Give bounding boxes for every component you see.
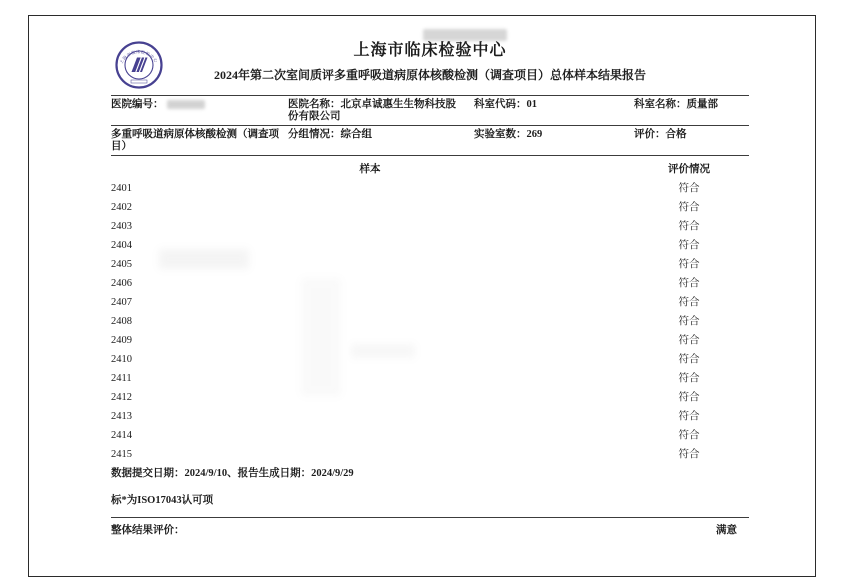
sample-id: 2415 xyxy=(111,449,132,460)
sample-id: 2402 xyxy=(111,202,132,213)
dept-code-value: 01 xyxy=(526,99,537,110)
sample-result: 符合 xyxy=(678,411,700,422)
table-row xyxy=(111,217,749,236)
sample-id: 2414 xyxy=(111,430,132,441)
report-page-frame xyxy=(28,15,816,577)
sample-id: 2410 xyxy=(111,354,132,365)
report-header xyxy=(111,16,749,95)
sample-table-header xyxy=(111,156,749,179)
lab-count-cell xyxy=(474,129,634,152)
redaction-smudge-table xyxy=(351,344,415,358)
sample-result: 符合 xyxy=(678,354,700,365)
sample-id: 2404 xyxy=(111,240,132,251)
redaction-smudge-hospital-id xyxy=(167,100,205,109)
lab-count-label: 实验室数： xyxy=(474,129,527,140)
sample-result: 符合 xyxy=(678,392,700,403)
sample-id: 2412 xyxy=(111,392,132,403)
sample-id: 2407 xyxy=(111,297,132,308)
sample-column-header: 样本 xyxy=(359,164,381,175)
redaction-smudge-table xyxy=(301,278,341,396)
overall-result-row xyxy=(111,518,749,544)
sample-id: 2401 xyxy=(111,183,132,194)
lab-count-value: 269 xyxy=(526,129,543,140)
submission-dates-line: 数据提交日期：2024/9/10、报告生成日期：2024/9/29 xyxy=(111,468,354,479)
table-row xyxy=(111,445,749,464)
sample-id: 2413 xyxy=(111,411,132,422)
table-row xyxy=(111,293,749,312)
dept-code-cell xyxy=(474,99,634,122)
hospital-name-label: 医院名称： xyxy=(288,99,341,110)
hospital-info-row xyxy=(111,96,749,125)
evaluation-value: 合格 xyxy=(665,129,687,140)
table-row xyxy=(111,388,749,407)
sample-id: 2408 xyxy=(111,316,132,327)
table-row xyxy=(111,369,749,388)
sample-result: 符合 xyxy=(678,202,700,213)
sample-id: 2405 xyxy=(111,259,132,270)
group-cell xyxy=(288,129,474,152)
sample-result: 符合 xyxy=(678,297,700,308)
sample-result: 符合 xyxy=(678,240,700,251)
sample-id: 2406 xyxy=(111,278,132,289)
group-label: 分组情况： xyxy=(288,129,341,140)
overall-result-label: 整体结果评价： xyxy=(111,525,185,536)
table-row xyxy=(111,179,749,198)
evaluation-cell xyxy=(634,129,749,152)
sample-result: 符合 xyxy=(678,335,700,346)
dept-name-label: 科室名称： xyxy=(634,99,687,110)
iso-accreditation-note: 标*为ISO17043认可项 xyxy=(111,495,214,506)
evaluation-label: 评价： xyxy=(634,129,666,140)
table-row xyxy=(111,274,749,293)
dept-name-cell xyxy=(634,99,749,122)
sample-table-body xyxy=(111,179,749,464)
dept-name-value: 质量部 xyxy=(686,99,718,110)
table-row xyxy=(111,426,749,445)
hospital-id-cell xyxy=(111,99,288,122)
report-title: 2024年第二次室间质评多重呼吸道病原体核酸检测（调查项目）总体样本结果报告 xyxy=(213,68,646,82)
sample-result: 符合 xyxy=(678,278,700,289)
sample-result: 符合 xyxy=(678,373,700,384)
group-value: 综合组 xyxy=(340,129,372,140)
table-row xyxy=(111,407,749,426)
hospital-name-value: 北京卓诚惠生生物科技股份有限公司 xyxy=(288,99,456,122)
table-row xyxy=(111,198,749,217)
sample-id: 2411 xyxy=(111,373,132,384)
hospital-id-label: 医院编号： xyxy=(111,99,164,110)
table-row xyxy=(111,331,749,350)
sample-result: 符合 xyxy=(678,259,700,270)
overall-result-value: 满意 xyxy=(716,525,737,536)
organization-name: 上海市临床检验中心 xyxy=(353,42,507,59)
table-row xyxy=(111,350,749,369)
sample-id: 2409 xyxy=(111,335,132,346)
redaction-smudge-table xyxy=(159,249,249,269)
report-document xyxy=(29,16,815,576)
project-name-cell: 多重呼吸道病原体核酸检测（调查项目） xyxy=(111,129,279,152)
sample-result: 符合 xyxy=(678,316,700,327)
sample-result: 符合 xyxy=(678,449,700,460)
sample-result: 符合 xyxy=(678,183,700,194)
sample-result: 符合 xyxy=(678,430,700,441)
svg-text:上海市临床检验中心: 上海市临床检验中心 xyxy=(118,49,159,65)
table-row xyxy=(111,312,749,331)
project-info-row xyxy=(111,126,749,155)
sample-result: 符合 xyxy=(678,221,700,232)
dept-code-label: 科室代码： xyxy=(474,99,527,110)
hospital-name-cell xyxy=(288,99,464,122)
sample-id: 2403 xyxy=(111,221,132,232)
result-column-header: 评价情况 xyxy=(668,164,710,175)
